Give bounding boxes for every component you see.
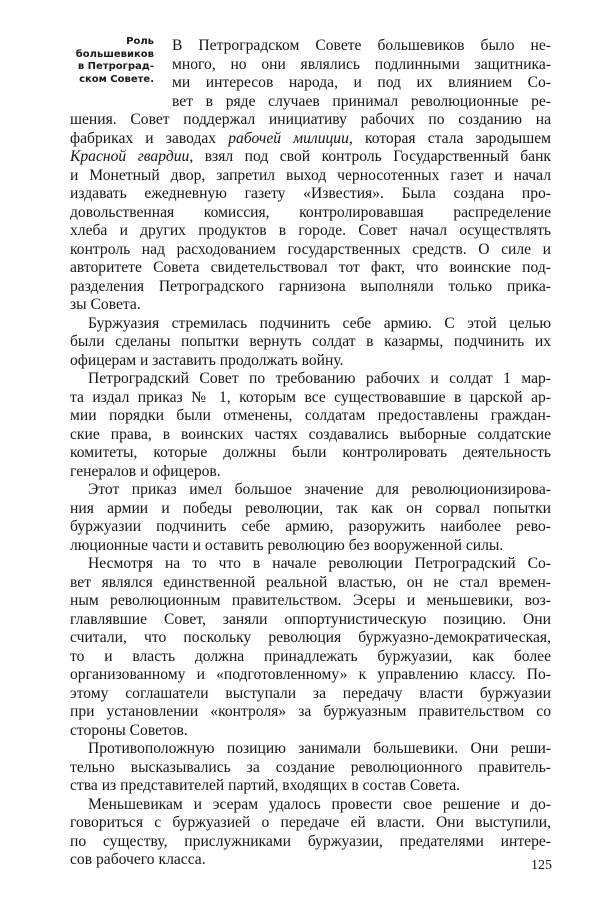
text-line: стороны Советов. (70, 721, 188, 739)
text-line: издавать ежедневную газету «Известия». Была создана про- (70, 185, 551, 202)
text-line: ства из представителей партий, входящих в состав Совета. (70, 777, 461, 794)
text-line: генералов и офицеров. (70, 462, 221, 480)
text-line: при установлении «контроля» за буржуазным правительством со (70, 703, 551, 720)
text-line: вет в ряде случаев принимал революционные ре- (172, 92, 551, 110)
text-line: Меньшевикам и эсерам удалось провести свое решение и до- (88, 795, 551, 813)
text-line: сов рабочего класса. (70, 851, 206, 868)
text-line: офицерам и заставить продолжать войну. (70, 351, 344, 369)
text-segment: фабриках и заводах (70, 129, 229, 147)
text-emphasis: рабочей милиции (228, 129, 349, 147)
text-line: Петроградский Совет по требованию рабочих и солдат 1 мар- (88, 370, 551, 387)
text-line: мии порядки были отменены, солдатам предоставлены граждан- (70, 407, 551, 424)
text-line: то и власть должна принадлежать буржуазии, как более (70, 647, 551, 665)
text-line: ские права, в воинских частях создавались выборные солдатские (70, 425, 551, 443)
text-line: много, но они являлись подлинными защитника- (172, 55, 551, 73)
text-segment: , которая стала зародышем (348, 129, 551, 147)
text-line: ми интересов народа, и под их влиянием Со- (172, 74, 551, 91)
text-line: по существу, прислужниками буржуазии, предателями интере- (70, 832, 551, 850)
text-line: буржуазии подчинить себе армию, разоружить наиболее рево- (70, 518, 551, 535)
text-line: люционные части и оставить революцию без вооруженной силы. (70, 536, 504, 554)
page-number: 125 (531, 858, 552, 873)
text-line: Этот приказ имел большое значение для революционизирова- (88, 481, 551, 498)
text-line: зы Совета. (70, 296, 141, 313)
text-line: вет являлся единственной реальной властью, он не стал времен- (70, 573, 551, 591)
text-line (70, 147, 551, 167)
text-line: этому соглашатели выступали за передачу власти буржуазии (70, 684, 551, 702)
text-line: говориться с буржуазией о передаче ей власти. Они выступили, (70, 814, 551, 831)
text-line: шения. Совет поддержал инициативу рабочих по созданию на (70, 111, 551, 128)
text-line: Буржуазия стремилась подчинить себе армию. С этой целью (88, 314, 551, 332)
margin-note-line: в Петроград- (77, 61, 154, 72)
text-line: тельно высказывались за создание революционного правитель- (70, 758, 551, 776)
text-line: и Монетный двор, запретил выход черносотенных газет и начал (70, 166, 551, 184)
text-line: хлеба и других продуктов в городе. Совет начал осуществлять (70, 222, 551, 239)
text-line: контроль над расходованием государственных средств. О силе и (70, 240, 551, 258)
text-line: Несмотря на то что в начале революции Петроградский Со- (88, 555, 551, 572)
text-line: были сделаны попытки вернуть солдат в казармы, подчинить их (70, 333, 551, 350)
text-line: довольственная комиссия, контролировавшая распределение (70, 203, 551, 221)
text-segment: , взял под свой контроль Государственный банк (189, 148, 551, 165)
margin-note (70, 36, 154, 86)
text-line: В Петроградском Совете большевиков было не- (172, 37, 551, 54)
text-line (70, 129, 551, 149)
text-line: та издал приказ № 1, которым все существовавшие в царской ар- (70, 388, 551, 406)
text-emphasis: Красной гвардии (70, 148, 190, 165)
text-line: главлявшие Совет, заняли оппортунистическую позицию. Они (70, 610, 551, 628)
text-line: организованному и «подготовленному» к управлению классу. По- (70, 666, 551, 683)
text-line: Противоположную позицию занимали большевики. Они реши- (88, 740, 551, 757)
text-line: ния армии и победы революции, так как он сорвал попытки (70, 499, 551, 517)
margin-note-line: большевиков (75, 48, 154, 60)
margin-note-line: Роль (126, 36, 154, 47)
text-line: комитеты, которые должны были контролировать деятельность (70, 444, 551, 461)
text-line: авторитете Совета свидетельствовал тот факт, что воинские под- (70, 259, 551, 276)
margin-note-line: ском Совете. (79, 73, 154, 85)
text-line: считали, что поскольку революция буржуазно-демократическая, (70, 629, 551, 646)
text-line: ным революционным правительством. Эсеры и меньшевики, воз- (70, 592, 551, 609)
text-line: разделения Петроградского гарнизона выполняли только прика- (70, 277, 551, 295)
